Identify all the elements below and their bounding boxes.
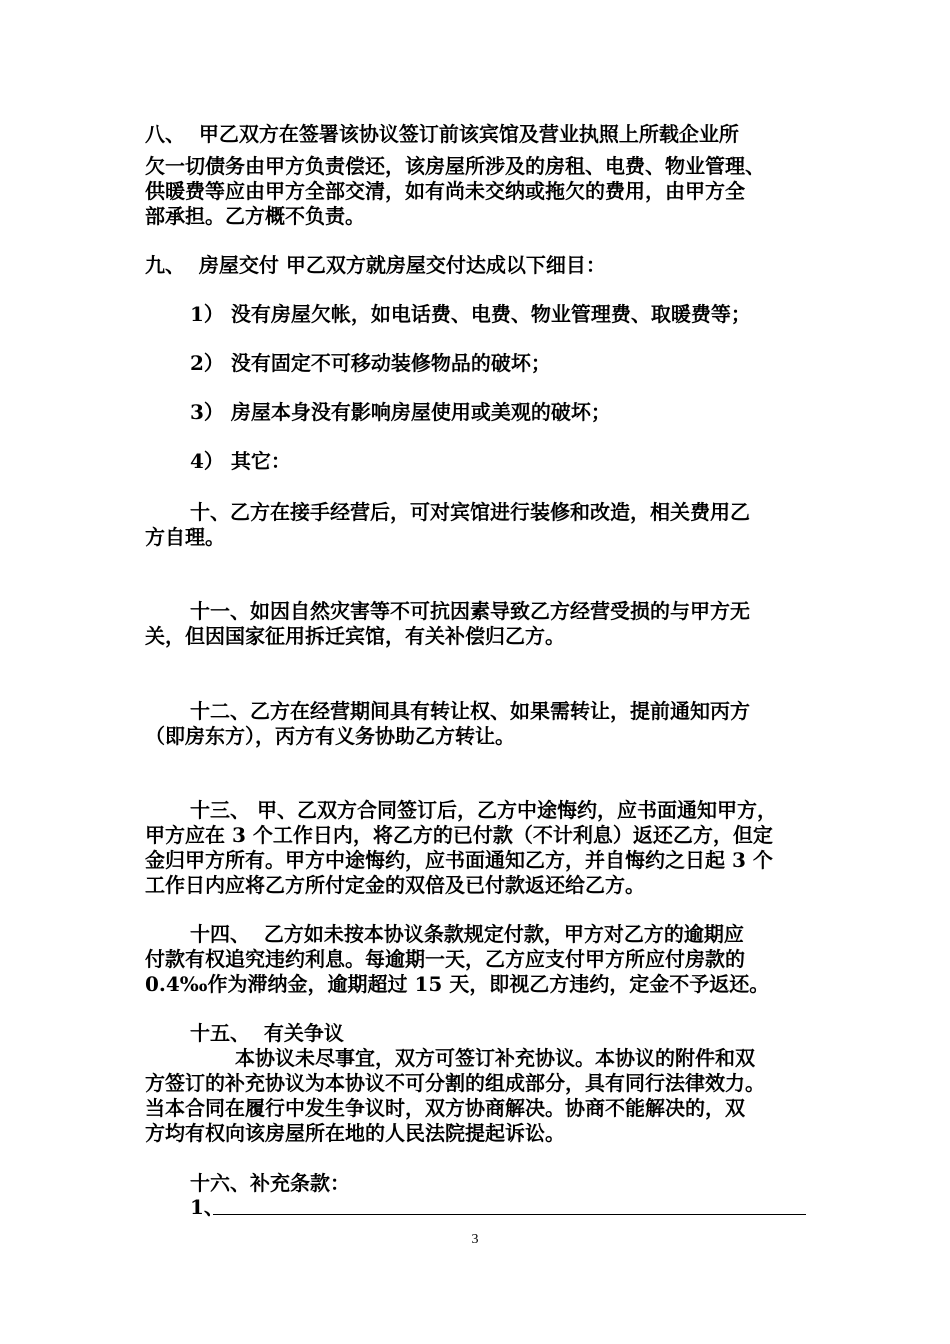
- clause9-item-3: 3） 房屋本身没有影响房屋使用或美观的破坏；: [190, 400, 611, 424]
- clause16-item1-label: 1、: [190, 1195, 224, 1219]
- clause16-heading: 十六、补充条款：: [190, 1171, 350, 1195]
- clause11-line2: 关，但因国家征用拆迁宾馆，有关补偿归乙方。: [145, 624, 565, 648]
- clause8-line3: 供暖费等应由甲方全部交清，如有尚未交纳或拖欠的费用，由甲方全: [145, 179, 745, 203]
- clause13-line2: 甲方应在 3 个工作日内，将乙方的已付款（不计利息）返还乙方，但定: [145, 823, 773, 847]
- clause9-item-1: 1） 没有房屋欠帐，如电话费、电费、物业管理费、取暖费等；: [190, 302, 751, 326]
- clause12-line2: （即房东方），丙方有义务协助乙方转让。: [145, 724, 515, 748]
- clause13-line4: 工作日内应将乙方所付定金的双倍及已付款返还给乙方。: [145, 873, 645, 897]
- clause13-line1: 十三、 甲、乙双方合同签订后，乙方中途悔约，应书面通知甲方，: [190, 798, 777, 822]
- clause15-heading: 十五、 有关争议: [190, 1021, 344, 1045]
- clause10-line1: 十、乙方在接手经营后，可对宾馆进行装修和改造，相关费用乙: [190, 500, 750, 524]
- clause14-line1: 十四、 乙方如未按本协议条款规定付款，甲方对乙方的逾期应: [190, 922, 744, 946]
- clause13-line3: 金归甲方所有。甲方中途悔约，应书面通知乙方，并自悔约之日起 3 个: [145, 848, 773, 872]
- clause9-item-2: 2） 没有固定不可移动装修物品的破坏；: [190, 351, 551, 375]
- clause8-line1: 八、 甲乙双方在签署该协议签订前该宾馆及营业执照上所载企业所: [145, 122, 739, 146]
- clause14-line3: 0.4‰作为滞纳金，逾期超过 15 天，即视乙方违约，定金不予返还。: [145, 972, 770, 996]
- clause10-line2: 方自理。: [145, 525, 225, 549]
- clause14-line2: 付款有权追究违约利息。每逾期一天，乙方应支付甲方所应付房款的: [145, 947, 745, 971]
- clause8-line4: 部承担。乙方概不负责。: [145, 204, 365, 228]
- clause8-line2: 欠一切债务由甲方负责偿还，该房屋所涉及的房租、电费、物业管理、: [145, 154, 765, 178]
- clause15-line1: 本协议未尽事宜，双方可签订补充协议。本协议的附件和双: [235, 1046, 755, 1070]
- clause12-line1: 十二、乙方在经营期间具有转让权、如果需转让，提前通知丙方: [190, 699, 750, 723]
- clause9-heading: 九、 房屋交付 甲乙双方就房屋交付达成以下细目：: [145, 253, 606, 277]
- clause11-line1: 十一、如因自然灾害等不可抗因素导致乙方经营受损的与甲方无: [190, 599, 750, 623]
- clause15-line2: 方签订的补充协议为本协议不可分割的组成部分，具有同行法律效力。: [145, 1071, 765, 1095]
- clause15-line3: 当本合同在履行中发生争议时，双方协商解决。协商不能解决的，双: [145, 1096, 745, 1120]
- page-number: 3: [471, 1232, 479, 1247]
- clause15-line4: 方均有权向该房屋所在地的人民法院提起诉讼。: [145, 1121, 565, 1145]
- fill-in-blank-line: [213, 1214, 806, 1215]
- clause9-item-4: 4） 其它：: [190, 449, 291, 473]
